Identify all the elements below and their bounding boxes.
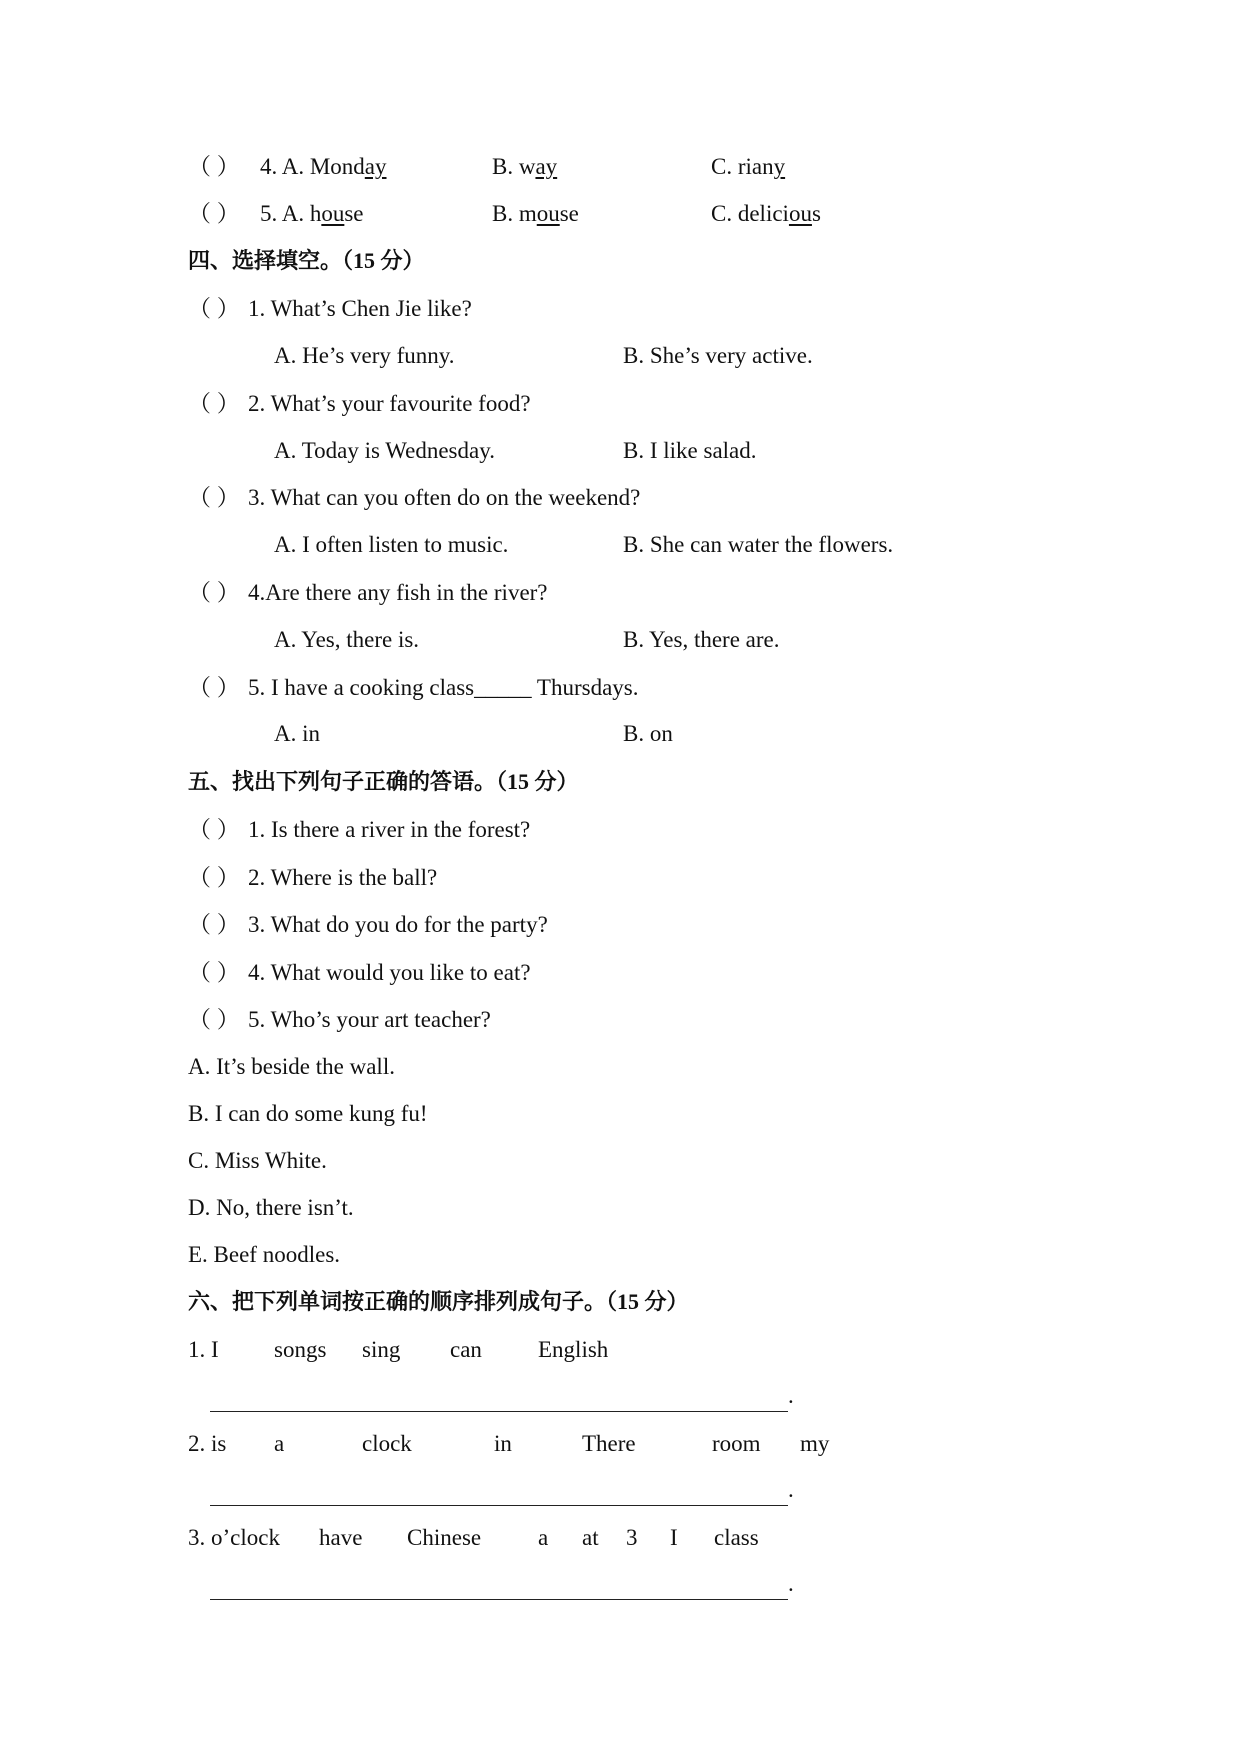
option-a: A. in xyxy=(274,721,320,746)
mc-question-2: （ ） 2. What’s your favourite food? xyxy=(188,388,531,420)
mc-question-4: （ ） 4.Are there any fish in the river? xyxy=(188,577,548,609)
answer-paren[interactable]: （ ） xyxy=(188,817,240,842)
scramble-word: English xyxy=(538,1337,609,1362)
scramble-word: songs xyxy=(274,1337,327,1362)
option-b: B. on xyxy=(623,721,673,746)
phonics-item-5 xyxy=(188,198,821,230)
scramble-word: a xyxy=(538,1525,549,1550)
answer-blank-2[interactable]: . xyxy=(210,1474,794,1506)
scramble-word: class xyxy=(714,1525,759,1550)
option-a: A. He’s very funny. xyxy=(274,343,455,368)
answer-paren[interactable]: （ ） xyxy=(188,391,240,416)
scramble-word: room xyxy=(712,1431,761,1456)
option-a: A. Today is Wednesday. xyxy=(274,438,495,463)
answer-paren[interactable]: （ ） xyxy=(188,912,240,937)
scramble-word: have xyxy=(319,1525,363,1550)
scramble-word: my xyxy=(800,1431,830,1456)
scramble-word: sing xyxy=(362,1337,401,1362)
option-c: C. delicious xyxy=(711,201,821,226)
answer-paren[interactable]: （ ） xyxy=(188,1007,240,1032)
scramble-word: can xyxy=(450,1337,482,1362)
match-question-4: （ ） 4. What would you like to eat? xyxy=(188,957,531,989)
scramble-word: 3 xyxy=(626,1525,638,1550)
scramble-word: 1. I xyxy=(188,1337,219,1362)
option-b: B. Yes, there are. xyxy=(623,627,780,652)
option-b: B. way xyxy=(492,154,558,179)
scramble-word: I xyxy=(670,1525,678,1550)
answer-blank-3[interactable]: . xyxy=(210,1568,794,1600)
scramble-word: clock xyxy=(362,1431,412,1456)
answer-paren[interactable]: （ ） xyxy=(188,485,240,510)
phonics-item-4 xyxy=(188,151,786,183)
answer-blank-1[interactable]: . xyxy=(210,1380,794,1412)
option-c: C. riany xyxy=(711,154,786,179)
match-question-2: （ ） 2. Where is the ball? xyxy=(188,862,437,894)
answer-paren[interactable]: （ ） xyxy=(188,154,240,179)
match-question-5: （ ） 5. Who’s your art teacher? xyxy=(188,1004,491,1036)
answer-paren[interactable]: （ ） xyxy=(188,201,240,226)
scramble-word: in xyxy=(494,1431,512,1456)
mc-question-3: （ ） 3. What can you often do on the weekend? xyxy=(188,482,640,514)
answer-paren[interactable]: （ ） xyxy=(188,580,240,605)
section5-heading: 五、找出下列句子正确的答语。（15 分） xyxy=(188,769,579,795)
option-b: B. I like salad. xyxy=(623,438,757,463)
scramble-word: 2. is xyxy=(188,1431,227,1456)
option-a: 5. A. house xyxy=(260,201,364,226)
match-answer-e: E. Beef noodles. xyxy=(188,1242,341,1267)
match-answer-c: C. Miss White. xyxy=(188,1148,327,1173)
match-answer-d: D. No, there isn’t. xyxy=(188,1195,354,1220)
mc-question-1: （ ） 1. What’s Chen Jie like? xyxy=(188,293,472,325)
option-a: 4. A. Monday xyxy=(260,154,387,179)
section6-heading: 六、把下列单词按正确的顺序排列成句子。（15 分） xyxy=(188,1289,689,1315)
match-question-1: （ ） 1. Is there a river in the forest? xyxy=(188,814,530,846)
scramble-word: at xyxy=(582,1525,599,1550)
mc-question-5: （ ） 5. I have a cooking class_____ Thursdays. xyxy=(188,672,639,704)
match-answer-b: B. I can do some kung fu! xyxy=(188,1101,428,1126)
option-a: A. I often listen to music. xyxy=(274,532,509,557)
answer-paren[interactable]: （ ） xyxy=(188,960,240,985)
answer-paren[interactable]: （ ） xyxy=(188,675,240,700)
option-b: B. She can water the flowers. xyxy=(623,532,894,557)
scramble-word: Chinese xyxy=(407,1525,482,1550)
answer-paren[interactable]: （ ） xyxy=(188,865,240,890)
option-a: A. Yes, there is. xyxy=(274,627,420,652)
answer-paren[interactable]: （ ） xyxy=(188,296,240,321)
scramble-word: There xyxy=(582,1431,636,1456)
section4-heading: 四、选择填空。（15 分） xyxy=(188,248,425,274)
option-b: B. She’s very active. xyxy=(623,343,813,368)
match-question-3: （ ） 3. What do you do for the party? xyxy=(188,909,548,941)
scramble-word: 3. o’clock xyxy=(188,1525,280,1550)
scramble-word: a xyxy=(274,1431,285,1456)
match-answer-a: A. It’s beside the wall. xyxy=(188,1054,395,1079)
option-b: B. mouse xyxy=(492,201,579,226)
